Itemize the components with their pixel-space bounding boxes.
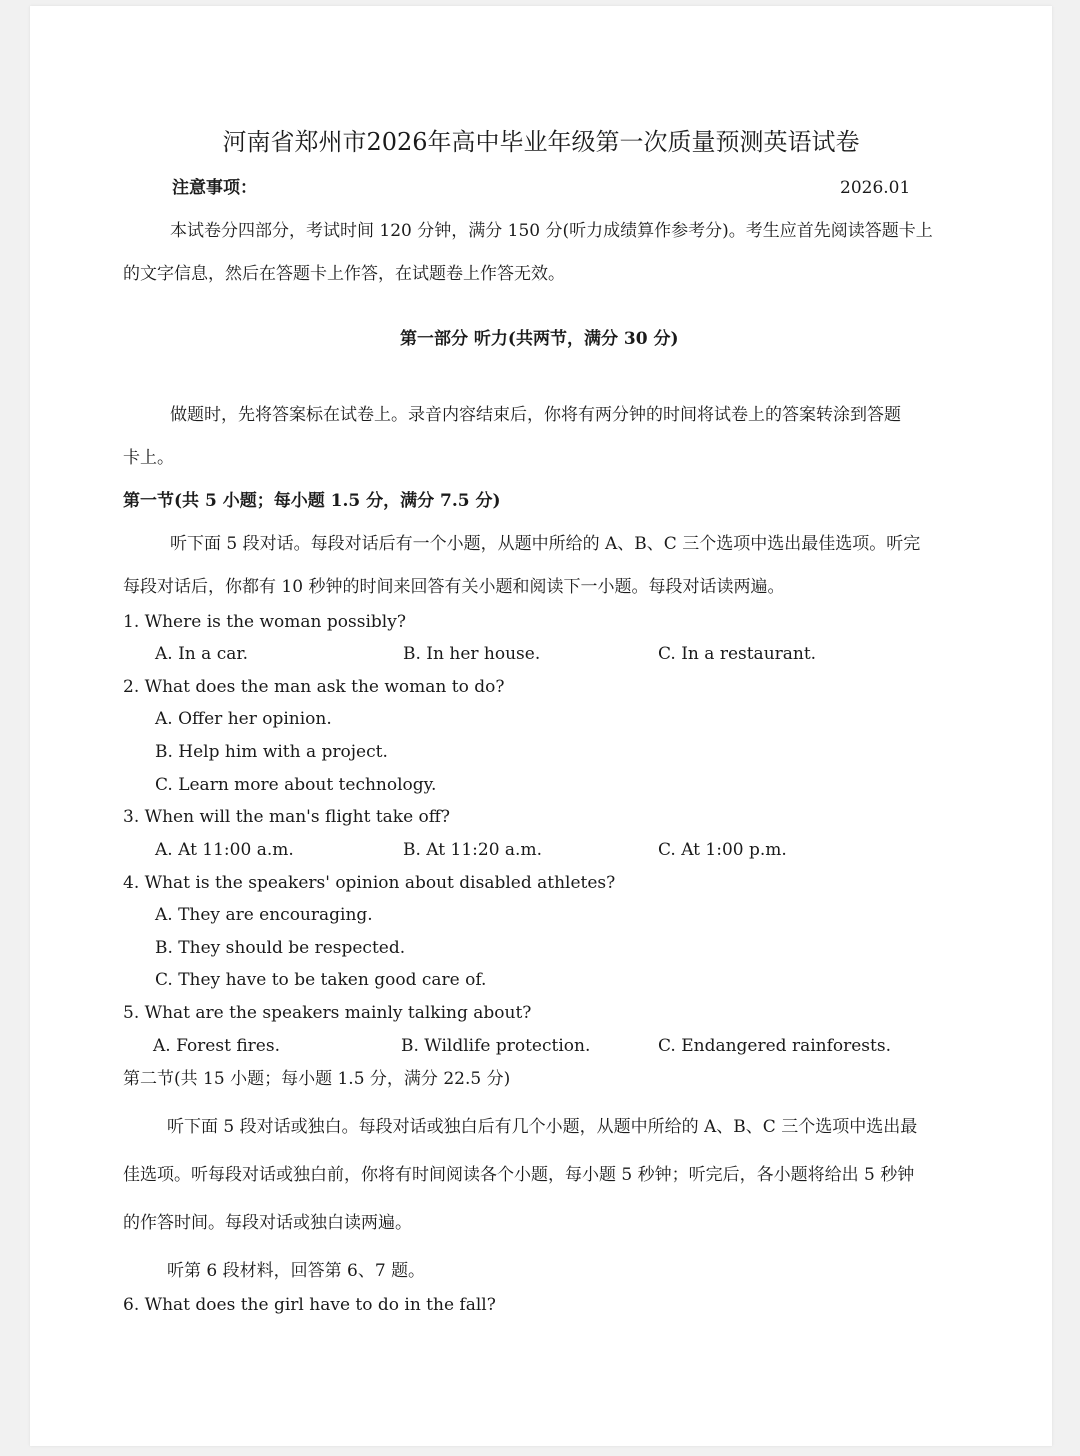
question-5: 5. What are the speakers mainly talking about? [123, 1003, 532, 1023]
notice-label: 注意事项： [172, 178, 257, 198]
question-2: 2. What does the man ask the woman to do? [123, 677, 505, 697]
question-5-option-a: A. Forest fires. [153, 1036, 280, 1056]
part1-heading: 第一部分 听力(共两节，满分 30 分) [400, 329, 679, 349]
part1-instruction-line-2: 卡上。 [123, 448, 174, 468]
section2-instruction-line-3: 的作答时间。每段对话或独白读两遍。 [123, 1213, 412, 1233]
section1-instruction-line-1: 听下面 5 段对话。每段对话后有一个小题，从题中所给的 A、B、C 三个选项中选出最佳选项。听完 [170, 534, 921, 554]
question-5-option-b: B. Wildlife protection. [401, 1036, 591, 1056]
question-1-option-b: B. In her house. [403, 644, 541, 664]
question-3-option-c: C. At 1:00 p.m. [658, 840, 787, 860]
material-6-instruction: 听第 6 段材料，回答第 6、7 题。 [167, 1261, 426, 1281]
section1-instruction-line-2: 每段对话后，你都有 10 秒钟的时间来回答有关小题和阅读下一小题。每段对话读两遍。 [123, 577, 785, 597]
question-4: 4. What is the speakers' opinion about disabled athletes? [123, 873, 616, 893]
question-5-option-c: C. Endangered rainforests. [658, 1036, 891, 1056]
intro-line-1: 本试卷分四部分，考试时间 120 分钟，满分 150 分(听力成绩算作参考分)。考生应首先阅读答题卡上 [170, 221, 933, 241]
exam-date: 2026.01 [840, 178, 911, 198]
question-4-option-a: A. They are encouraging. [155, 905, 373, 925]
question-3: 3. When will the man's flight take off? [123, 807, 450, 827]
exam-page [30, 6, 1052, 1446]
question-2-option-c: C. Learn more about technology. [155, 775, 437, 795]
page-title: 河南省郑州市2026年高中毕业年级第一次质量预测英语试卷 [222, 128, 860, 156]
question-1: 1. Where is the woman possibly? [123, 612, 406, 632]
question-4-option-b: B. They should be respected. [155, 938, 406, 958]
question-3-option-a: A. At 11:00 a.m. [155, 840, 294, 860]
section2-heading: 第二节(共 15 小题；每小题 1.5 分，满分 22.5 分) [123, 1069, 511, 1089]
question-2-option-b: B. Help him with a project. [155, 742, 388, 762]
question-6: 6. What does the girl have to do in the fall? [123, 1295, 496, 1315]
section1-heading: 第一节(共 5 小题；每小题 1.5 分，满分 7.5 分) [123, 491, 501, 511]
part1-instruction-line-1: 做题时，先将答案标在试卷上。录音内容结束后，你将有两分钟的时间将试卷上的答案转涂到答题 [170, 405, 901, 425]
section2-instruction-line-1: 听下面 5 段对话或独白。每段对话或独白后有几个小题，从题中所给的 A、B、C 三个选项中选出最 [167, 1117, 918, 1137]
question-3-option-b: B. At 11:20 a.m. [403, 840, 542, 860]
question-2-option-a: A. Offer her opinion. [155, 709, 332, 729]
question-4-option-c: C. They have to be taken good care of. [155, 970, 487, 990]
question-1-option-a: A. In a car. [155, 644, 249, 664]
intro-line-2: 的文字信息，然后在答题卡上作答，在试题卷上作答无效。 [123, 264, 565, 284]
section2-instruction-line-2: 佳选项。听每段对话或独白前，你将有时间阅读各个小题，每小题 5 秒钟；听完后，各小题将给出 5 秒钟 [123, 1165, 915, 1185]
question-1-option-c: C. In a restaurant. [658, 644, 817, 664]
